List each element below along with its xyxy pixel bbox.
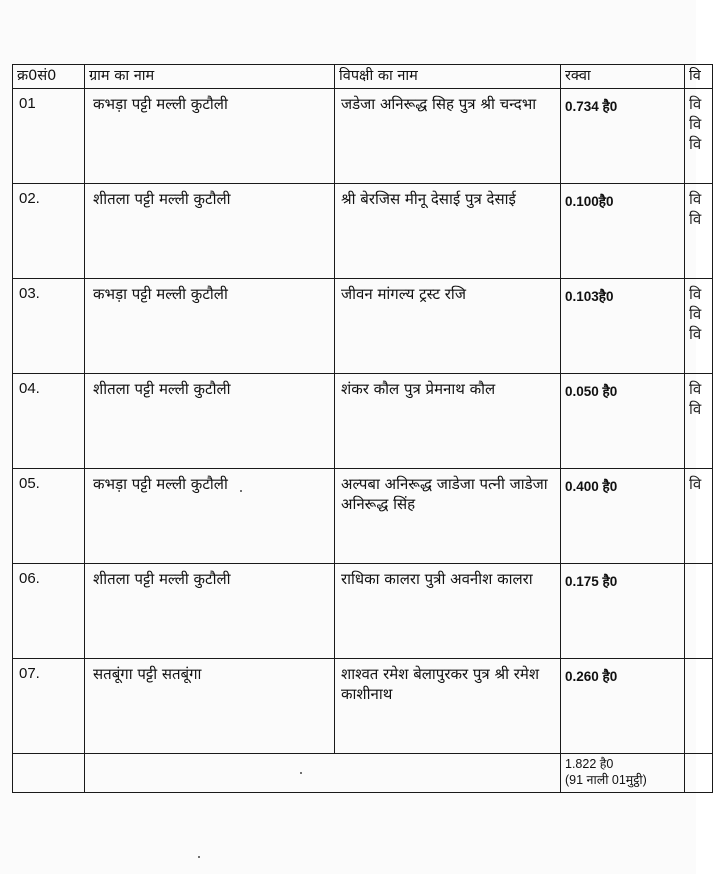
village-name-cell: कभड़ा पट्टी मल्ली कुटौली: [85, 469, 335, 564]
serial-number-cell: 07.: [13, 659, 85, 754]
serial-number-cell: 03.: [13, 279, 85, 374]
header-serial-number: क्र0सं0: [13, 65, 85, 89]
area-cell: 0.175 है0: [561, 564, 685, 659]
total-area-value: 1.822 है0: [565, 757, 614, 771]
area-cell: 0.050 है0: [561, 374, 685, 469]
village-name-cell: शीतला पट्टी मल्ली कुटौली: [85, 184, 335, 279]
opponent-name-cell: शंकर कौल पुत्र प्रेमनाथ कौल: [335, 374, 561, 469]
opponent-name-cell: जीवन मांगल्य ट्रस्ट रजि: [335, 279, 561, 374]
village-name-cell: सतबूंगा पट्टी सतबूंगा: [85, 659, 335, 754]
serial-number-cell: 06.: [13, 564, 85, 659]
area-cell: 0.400 है0: [561, 469, 685, 564]
village-name-cell: शीतला पट्टी मल्ली कुटौली: [85, 374, 335, 469]
total-row: [13, 754, 713, 793]
remarks-cell-partial: वि वि वि: [685, 279, 713, 374]
remarks-cell-partial: वि वि: [685, 184, 713, 279]
scan-speck: [240, 490, 242, 492]
total-empty-cell: [13, 754, 85, 793]
remarks-cell-partial: [685, 659, 713, 754]
header-opponent-name: विपक्षी का नाम: [335, 65, 561, 89]
opponent-name-cell: राधिका कालरा पुत्री अवनीश कालरा: [335, 564, 561, 659]
serial-number-cell: 05.: [13, 469, 85, 564]
total-area-cell: [561, 754, 685, 793]
remarks-cell-partial: वि: [685, 469, 713, 564]
opponent-name-cell: जडेजा अनिरूद्ध सिह पुत्र श्री चन्दभा: [335, 89, 561, 184]
table-row: [13, 279, 713, 374]
serial-number-cell: 01: [13, 89, 85, 184]
table-header-row: [13, 65, 713, 89]
area-cell: 0.103है0: [561, 279, 685, 374]
remarks-cell-partial: वि वि: [685, 374, 713, 469]
header-remarks-partial: वि: [685, 65, 713, 89]
serial-number-cell: 02.: [13, 184, 85, 279]
land-records-table: [12, 64, 713, 793]
total-area-nali: (91 नाली 01मुट्ठी): [565, 773, 647, 787]
header-area: रक्वा: [561, 65, 685, 89]
village-name-cell: कभड़ा पट्टी मल्ली कुटौली: [85, 89, 335, 184]
scan-speck: [300, 772, 302, 774]
table-row: [13, 184, 713, 279]
total-empty-cell: [85, 754, 561, 793]
total-empty-cell: [685, 754, 713, 793]
opponent-name-cell: शाश्वत रमेश बेलापुरकर पुत्र श्री रमेश काशीनाथ: [335, 659, 561, 754]
table-row: [13, 659, 713, 754]
header-village-name: ग्राम का नाम: [85, 65, 335, 89]
area-cell: 0.100है0: [561, 184, 685, 279]
serial-number-cell: 04.: [13, 374, 85, 469]
opponent-name-cell: अल्पबा अनिरूद्ध जाडेजा पत्नी जाडेजा अनिरूद्ध सिंह: [335, 469, 561, 564]
remarks-cell-partial: वि वि वि: [685, 89, 713, 184]
area-cell: 0.260 है0: [561, 659, 685, 754]
remarks-cell-partial: [685, 564, 713, 659]
area-cell: 0.734 है0: [561, 89, 685, 184]
scan-speck: [198, 856, 200, 858]
village-name-cell: शीतला पट्टी मल्ली कुटौली: [85, 564, 335, 659]
opponent-name-cell: श्री बेरजिस मीनू देसाई पुत्र देसाई: [335, 184, 561, 279]
village-name-cell: कभड़ा पट्टी मल्ली कुटौली: [85, 279, 335, 374]
table-row: [13, 374, 713, 469]
table-row: [13, 89, 713, 184]
table-row: [13, 469, 713, 564]
table-row: [13, 564, 713, 659]
